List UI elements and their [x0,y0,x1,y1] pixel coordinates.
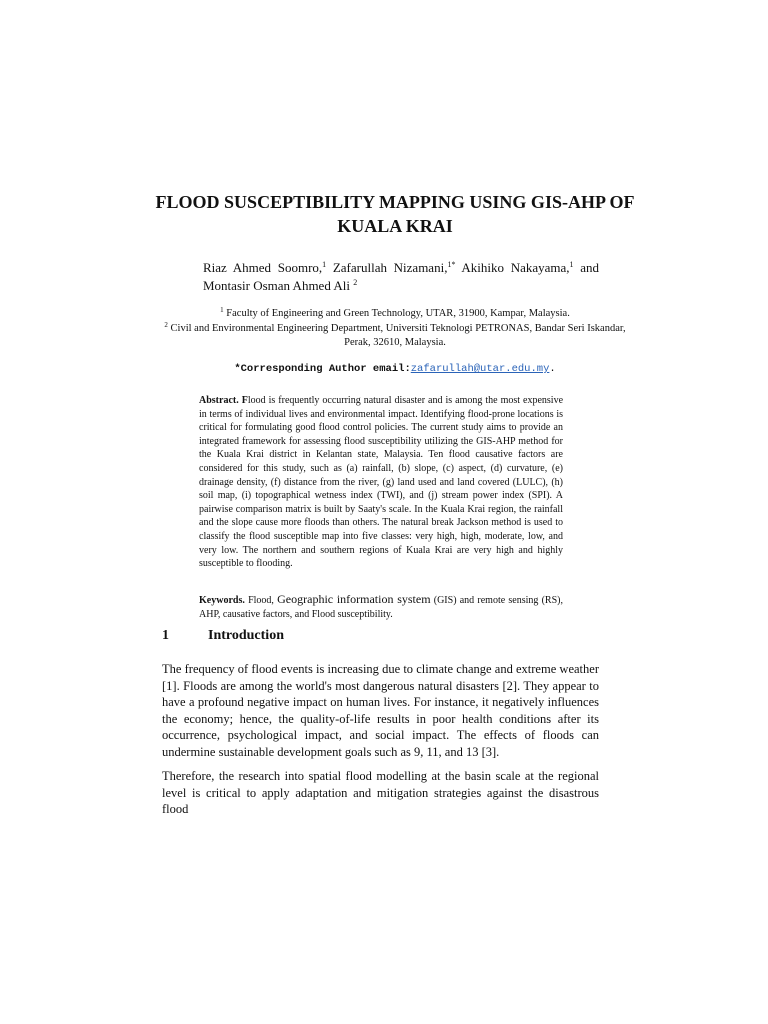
corresponding-email-link[interactable]: zafarullah@utar.edu.my [410,363,550,375]
corresponding-trail: . [549,363,556,375]
abstract [199,394,563,571]
affiliation-1 [150,307,640,322]
affiliation-text: Civil and Environmental Engineering Department, Universiti Teknologi PETRONAS, Bandar Seri Iskandar, Perak, 32610, Malaysia. [170,322,626,348]
author-affiliation-mark: 1* [447,260,456,269]
author-name: Zafarullah Nizamani, [332,260,448,275]
affiliation-mark: 2 [164,320,168,329]
section-heading [162,628,284,644]
abstract-first-letter: F [241,395,248,406]
keywords-gis: Geographic information system [277,592,431,606]
author-name: Riaz Ahmed Soomro, [203,260,323,275]
keywords-text: Flood, [248,595,274,606]
affiliation-2 [150,322,640,351]
corresponding-label: *Corresponding Author email: [234,363,411,375]
abstract-label: Abstract. [199,395,239,406]
author-affiliation-mark: 1 [569,260,574,269]
section-number: 1 [162,628,169,643]
author-affiliation-mark: 1 [322,260,327,269]
keywords-label: Keywords. [199,595,245,606]
paper-title: FLOOD SUSCEPTIBILITY MAPPING USING GIS-AHP OF KUALA KRAI [155,192,635,236]
author-affiliation-mark: 2 [353,277,358,287]
affiliation-mark: 1 [220,306,224,314]
keywords-text: (GIS) and remote sensing (RS), AHP, causative factors, and Flood susceptibility. [199,595,563,620]
body-paragraph: The frequency of flood events is increasing due to climate change and extreme weather [1]. Floods are among the world's most dangerous natural disasters [2]. They appear to have a profound negative impact on human lives. For instance, it negatively influences the economy; hence, the quality-of-life results in poor health conditions after its occurrence, psychological impact, and social impact. The effects of floods can undermine sustainable development goals such as 9, 11, and 13 [3]. [162,662,599,759]
author-name: Montasir Osman Ahmed Ali [203,277,350,293]
author-list [203,259,599,294]
affiliation-text: Faculty of Engineering and Green Technology, UTAR, 31900, Kampar, Malaysia. [226,308,570,319]
author-name: Akihiko Nakayama, [461,260,570,275]
affiliations [150,307,640,351]
body-paragraph: Therefore, the research into spatial flood modelling at the basin scale at the regional level is critical to apply adaptation and mitigation strategies against the disastrous flood [162,769,599,816]
abstract-text: lood is frequently occurring natural disaster and is among the most expensive in terms of individual lives and environmental impact. Identifying flood-prone locations is critical for formulating good flood control policies. The current study aims to provide an integrated framework for assessing flood susceptibility utilizing the GIS-AHP method for the Kuala Krai district in Kelantan state, Malaysia. Ten flood causative factors are considered for this study, such as (a) rainfall, (b) slope, (c) aspect, (d) curvature, (e) drainage density, (f) distance from the river, (g) land used and land covered (LULC), (h) soil map, (i) topographical wetness index (TWI), and (j) stream power index (SPI). A pairwise comparison matrix is built by Saaty's scale. In the Kuala Krai region, the rainfall and the slope cause more floods than others. The natural break Jackson method is used to classify the flood susceptible map into five classes: very high, high, moderate, low, and very low. The northern and southern regions of Kuala Krai are very high and highly susceptible to flooding. [199,395,564,570]
corresponding-author [150,363,640,375]
author-joiner: and [580,260,600,275]
keywords [199,592,563,622]
section-title: Introduction [208,628,284,643]
